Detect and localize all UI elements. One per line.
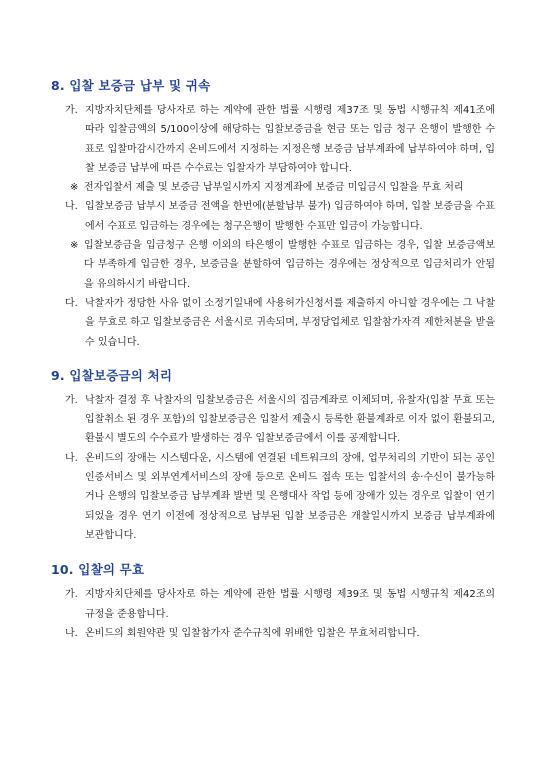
section-spacer [0, 545, 550, 562]
note-item [69, 178, 495, 197]
section-heading: 9. 입찰보증금의 처리 [51, 367, 173, 383]
section-8 [51, 78, 550, 352]
item-marker: 나. [65, 452, 78, 464]
item-marker: 나. [65, 201, 78, 213]
section-9 [51, 368, 550, 545]
item-marker: 다. [65, 297, 78, 309]
note-text: 입찰보증금을 입금청구 은행 이외의 타은행이 발행한 수표로 입금하는 경우, 입찰 보증금액보다 부족하게 입금한 경우, 보증금을 분할하여 입금하는 경우에는 정상적으로 입금처리가 안됨을 유의하시기 바랍니다. [84, 240, 495, 290]
item-marker: 가. [65, 589, 78, 601]
item-text: 온비드의 회원약관 및 입찰참가자 준수규칙에 위배한 입찰은 무효처리합니다. [85, 627, 420, 639]
item-text: 지방자치단체를 당사자로 하는 계약에 관한 법률 시행령 제39조 및 동법 시행규칙 제42조의 규정을 준용합니다. [85, 589, 495, 620]
item-text: 낙찰자가 정당한 사유 없이 소정기일내에 사용허가신청서를 제출하지 아니할 경우에는 그 낙찰을 무효로 하고 입찰보증금은 서울시로 귀속되며, 부정당업체로 입찰참가자격 제한처분을 받을 수 있습니다. [85, 297, 495, 348]
list-item [65, 294, 495, 352]
list-item [65, 101, 495, 178]
note-item [69, 236, 495, 294]
note-text: 전자입찰서 제출 및 보증금 납부일시까지 지정계좌에 보증금 미입금시 입찰을 무효 처리 [84, 182, 464, 194]
item-marker: 가. [65, 105, 78, 116]
item-text: 낙찰자 결정 후 낙찰자의 입찰보증금은 서울시의 집금계좌로 이체되며, 유찰자(입찰 무효 또는 입찰취소 된 경우 포함)의 입찰보증금은 입찰서 제출시 등록한 환불계좌로 이자 없이 환불되고, 환불시 별도의 수수료가 발생하는 경우 입찰보증금에서 이를 공제합니다. [85, 394, 495, 445]
section-10 [51, 562, 550, 643]
item-marker: 나. [65, 627, 78, 639]
list-item [65, 449, 495, 545]
item-marker: 가. [65, 394, 78, 406]
item-text: 지방자치단체를 당사자로 하는 계약에 관한 법률 시행령 제37조 및 동법 시행규칙 제41조에 따라 입찰금액의 5/100이상에 해당하는 입찰보증금을 현금 또는 입금 청구 은행이 발행한 수표로 입찰마감시간까지 온비드에서 지정하는 지정은행 보증금 납부계좌에 납부하여야 하며, 입찰 보증금 납부에 따른 수수료는 입찰자가 부담하여야 합니다. [85, 105, 495, 174]
list-item [65, 624, 495, 643]
list-item [65, 585, 495, 624]
note-marker: ※ [70, 182, 79, 194]
list-item [65, 391, 495, 449]
section-heading: 10. 입찰의 무효 [51, 562, 145, 578]
item-text: 온비드의 장애는 시스템다운, 시스템에 연결된 네트워크의 장애, 업무처리의 기반이 되는 공인인증서비스 및 외부연계서비스의 장애 등으로 온비드 접속 또는 입찰서의 송·수신이 불가능하거나 은행의 입찰보증금 납부계좌 발번 및 은행대사 작업 등에 장애가 있는 경우로 입찰이 연기되었을 경우 연기 이전에 정상적으로 납부된 입찰 보증금은 개찰일시까지 보증금 납부계좌에 보관합니다. [85, 452, 495, 541]
item-text: 입찰보증금 납부시 보증금 전액을 한번에(분할납부 불가) 입금하여야 하며, 입찰 보증금을 수표에서 수표로 입금하는 경우에는 청구은행이 발행한 수표만 입금이 가능합니다. [85, 201, 495, 232]
list-item [65, 197, 495, 236]
section-spacer [0, 352, 550, 368]
section-heading: 8. 입찰 보증금 납부 및 귀속 [51, 78, 211, 93]
note-marker: ※ [70, 240, 79, 252]
